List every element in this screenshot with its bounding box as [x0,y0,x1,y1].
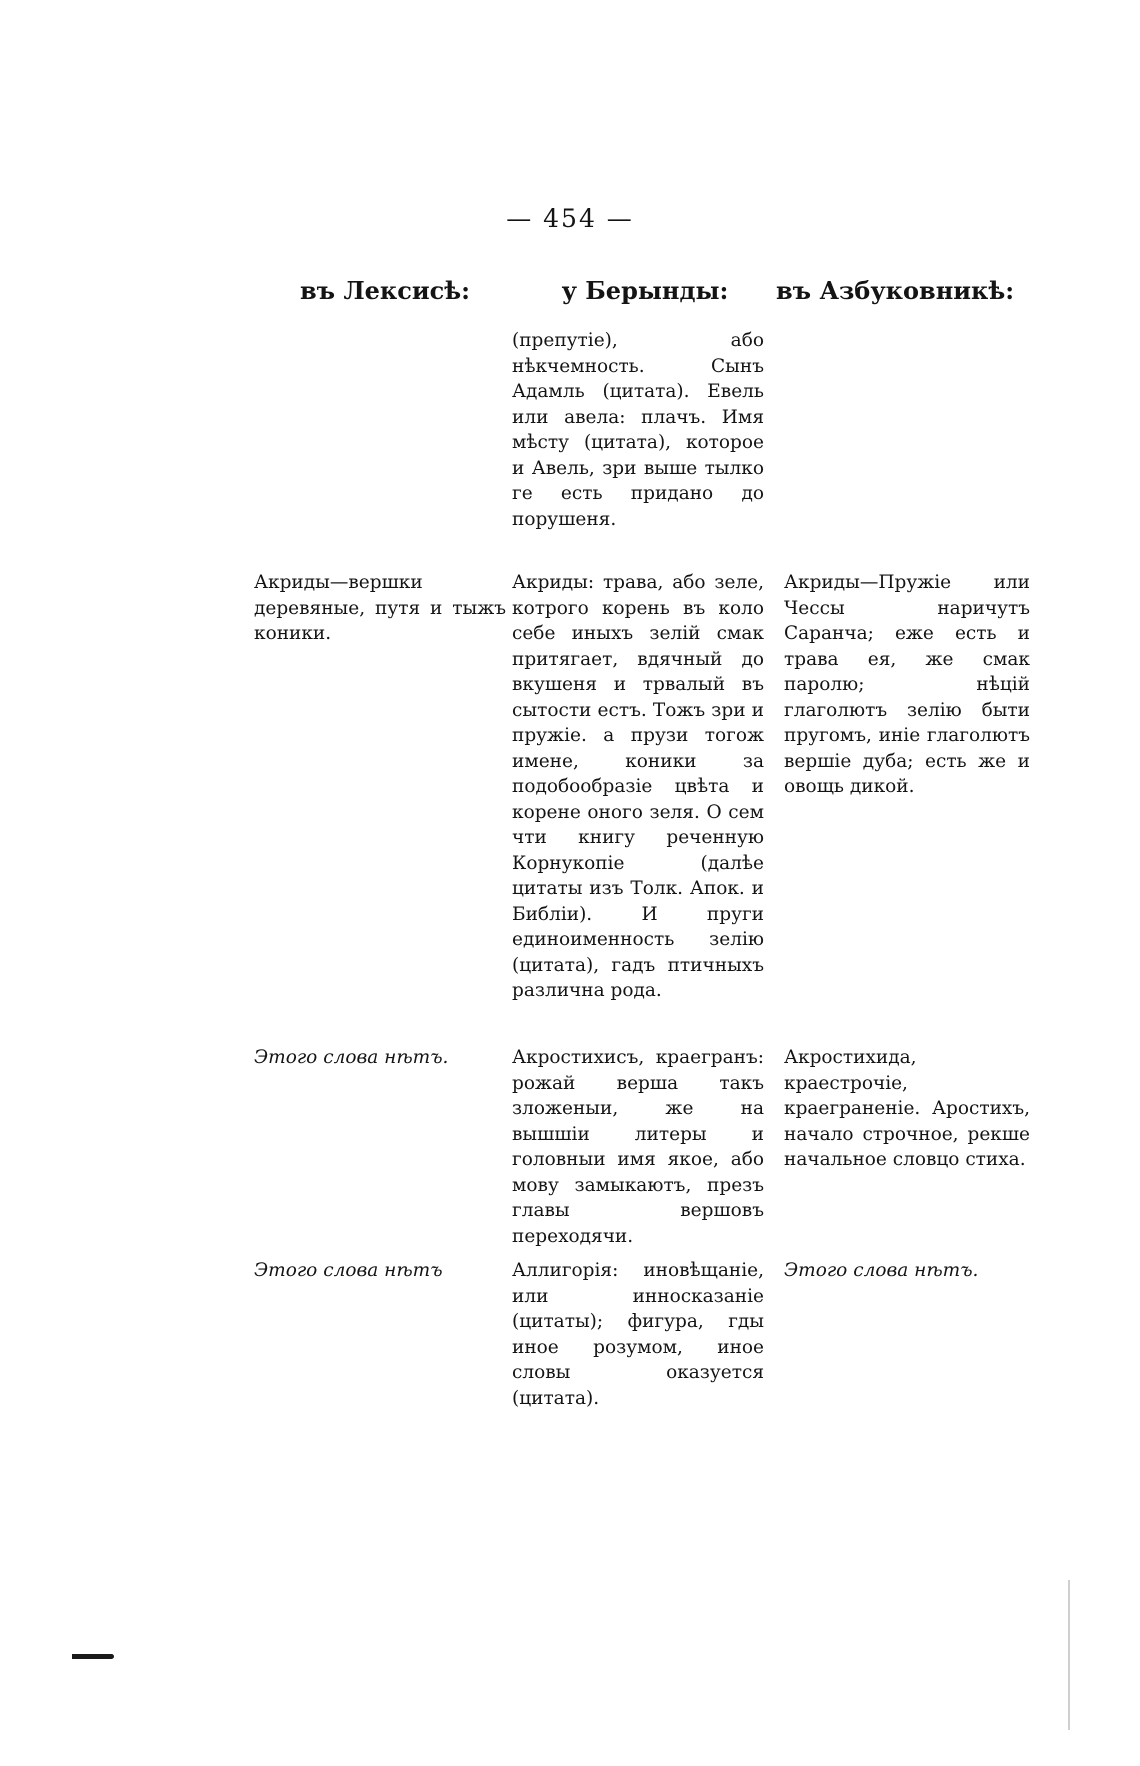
page-edge-line [1068,1580,1070,1730]
entry-0-berynda: (препутіе), або нѣкчемность. Сынъ Адамль (цитата). Евель или авела: плачъ. Имя мѣсту (цитата), которое и Авель, зри выше тылко ге есть придано до порушеня. [512,330,764,530]
entry-3-berynda: Аллигорія: иновѣщаніе, или инносказаніе (цитаты); фигура, гды иное розумом, иное словы оказуется (цитата). [512,1260,764,1409]
entry-2-azbukovnik: Акростихида, краестрочіе, краеграненіе. Аростихъ, начало строчное, рекше начальное словцо стиха. [784,1047,1030,1170]
column-header-azbukovnik: въ Азбуковникѣ: [776,276,1015,305]
entry-2-berynda: Акростихисъ, краегранъ: рожай верша такъ зложеныи, же на вышшіи литеры и головныи имя якое, або мову замыкаютъ, презъ главы вершовъ переходячи. [512,1047,764,1247]
entry-1-azbukovnik: Акриды—Пружіе или Чессы наричутъ Саранча; еже есть и трава ея, же смак паролю; нѣцій глаголютъ зелію быти пругомъ, иніе глаголютъ вершіе дуба; есть же и овощь дикой. [784,572,1030,797]
entry-2-lexis: Этого слова нѣтъ. [254,1047,449,1068]
entry-3-lexis: Этого слова нѣтъ [254,1260,443,1281]
entry-3-azbukovnik: Этого слова нѣтъ. [784,1260,979,1281]
entry-1-lexis: Акриды—вершки деревяные, путя и тыжъ коники. [254,572,506,644]
column-header-lexis: въ Лексисѣ: [300,276,471,305]
entry-1-berynda: Акриды: трава, або зеле, котрого корень въ коло себе иныхъ зелій смак притягает, вдячный до вкушеня и трвалый въ сытости естъ. Тожъ зри и пружіе. а прузи тогож имене, коники за подобообразіе цвѣта и корене оного зеля. О сем чти книгу реченную Корнукопіе (далѣе цитаты изъ Толк. Апок. и Библіи). И пруги единоименность зелію (цитата), гадъ птичныхъ различна рода. [512,572,764,1001]
page-number: — 454 — [506,204,634,233]
column-header-berynda: у Берынды: [561,276,729,305]
margin-mark [72,1654,114,1659]
